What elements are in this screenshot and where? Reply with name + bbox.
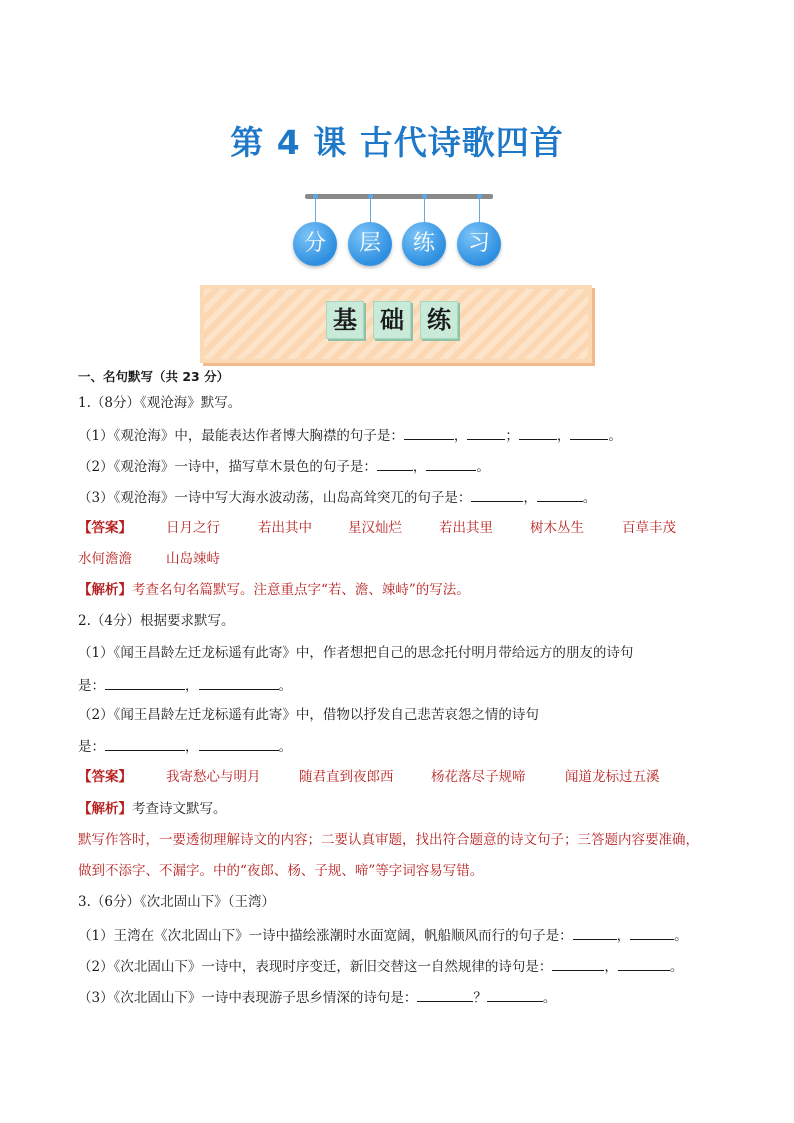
section-heading: 一、名句默写（共 23 分） (78, 369, 230, 384)
answer-blank[interactable] (537, 488, 583, 502)
header-circle: 练 (402, 222, 446, 266)
answer-label: 【答案】 (78, 520, 132, 536)
analysis-note: 做到不添字、不漏字。中的“夜郎、杨、子规、啼”等字词容易写错。 (78, 863, 484, 879)
answer-blank[interactable] (105, 737, 185, 751)
question-part: （3）《次北固山下》一诗中表现游子思乡情深的诗句是： ？ 。 (78, 990, 557, 1006)
answer-blank[interactable] (487, 988, 543, 1002)
hanger-knot (313, 194, 318, 199)
banner-tile: 基 (326, 301, 364, 339)
hanger-knot (477, 194, 482, 199)
analysis-text: 考查名句名篇默写。注意重点字“若、澹、竦峙”的写法。 (132, 582, 470, 598)
answer-blank[interactable] (471, 488, 523, 502)
answer-text: 山岛竦峙 (166, 551, 220, 567)
answer-blank[interactable] (570, 426, 608, 440)
answer-text: 随君直到夜郎西 (299, 769, 394, 785)
answer-blank[interactable] (519, 426, 557, 440)
answer-label: 【答案】 (78, 769, 132, 785)
answer-text: 星汉灿烂 (348, 520, 402, 536)
answer-text: 树木丛生 (530, 520, 584, 536)
analysis-row (78, 800, 227, 818)
analysis-row (78, 581, 470, 599)
answer-text: 百草丰茂 (622, 520, 676, 536)
answer-blank[interactable] (105, 676, 185, 690)
analysis-text: 考查诗文默写。 (132, 801, 227, 817)
hanger-knot (368, 194, 373, 199)
question-part: 是： ， 。 (78, 739, 292, 755)
hanger-string (479, 198, 480, 224)
answer-text: 杨花落尽子规啼 (431, 769, 526, 785)
question-part: （2）《闻王昌龄左迁龙标遥有此寄》中，借物以抒发自己悲苦哀怨之情的诗句 (78, 707, 539, 723)
question-part: 是： ， 。 (78, 678, 292, 694)
hanger-string (370, 198, 371, 224)
answer-blank[interactable] (417, 988, 473, 1002)
answer-text: 若出其里 (439, 520, 493, 536)
hanger-rod (305, 194, 493, 199)
answer-blank[interactable] (426, 457, 476, 471)
header-circle: 分 (293, 222, 337, 266)
question-part: （1）《观沧海》中，最能表达作者博大胸襟的句子是： ， ； ， 。 (78, 428, 622, 444)
analysis-note: 默写作答时，一要透彻理解诗文的内容；二要认真审题，找出符合题意的诗文句子；三答题内容要准确， (78, 832, 699, 848)
answer-row (78, 519, 132, 537)
hanger-string (424, 198, 425, 224)
answer-row (78, 768, 132, 786)
banner-tile: 练 (420, 301, 458, 339)
question-stem: 3.（6分）《次北固山下》（王湾） (78, 894, 275, 910)
answer-blank[interactable] (404, 426, 454, 440)
answer-blank[interactable] (552, 957, 604, 971)
question-part: （2）《观沧海》一诗中，描写草木景色的句子是： ， 。 (78, 459, 490, 475)
question-part: （3）《观沧海》一诗中写大海水波动荡，山岛高耸突兀的句子是： ， 。 (78, 490, 597, 506)
question-part: （1）《闻王昌龄左迁龙标遥有此寄》中，作者想把自己的思念托付明月带给远方的朋友的诗句 (78, 645, 634, 661)
answer-blank[interactable] (573, 926, 617, 940)
answer-blank[interactable] (467, 426, 505, 440)
header-circle: 层 (348, 222, 392, 266)
answer-blank[interactable] (377, 457, 413, 471)
answer-blank[interactable] (618, 957, 670, 971)
question-stem: 2.（4分）根据要求默写。 (78, 613, 235, 629)
question-stem: 1.（8分）《观沧海》默写。 (78, 395, 242, 411)
answer-text: 日月之行 (166, 520, 220, 536)
hanger-string (315, 198, 316, 224)
answer-blank[interactable] (199, 737, 279, 751)
question-part: （1）王湾在《次北固山下》一诗中描绘涨潮时水面宽阔，帆船顺风而行的句子是： ， 。 (78, 928, 688, 944)
banner-tile: 础 (373, 301, 411, 339)
answer-text: 若出其中 (258, 520, 312, 536)
question-part: （2）《次北固山下》一诗中，表现时序变迁，新旧交替这一自然规律的诗句是： ， 。 (78, 959, 684, 975)
answer-text: 闻道龙标过五溪 (565, 769, 660, 785)
answer-text: 水何澹澹 (78, 551, 132, 567)
answer-text: 我寄愁心与明月 (166, 769, 261, 785)
answer-blank[interactable] (630, 926, 674, 940)
header-circle: 习 (457, 222, 501, 266)
analysis-label: 【解析】 (78, 582, 132, 598)
page-title: 第 4 课 古代诗歌四首 (230, 123, 564, 162)
hanger-knot (422, 194, 427, 199)
answer-blank[interactable] (199, 676, 279, 690)
analysis-label: 【解析】 (78, 801, 132, 817)
